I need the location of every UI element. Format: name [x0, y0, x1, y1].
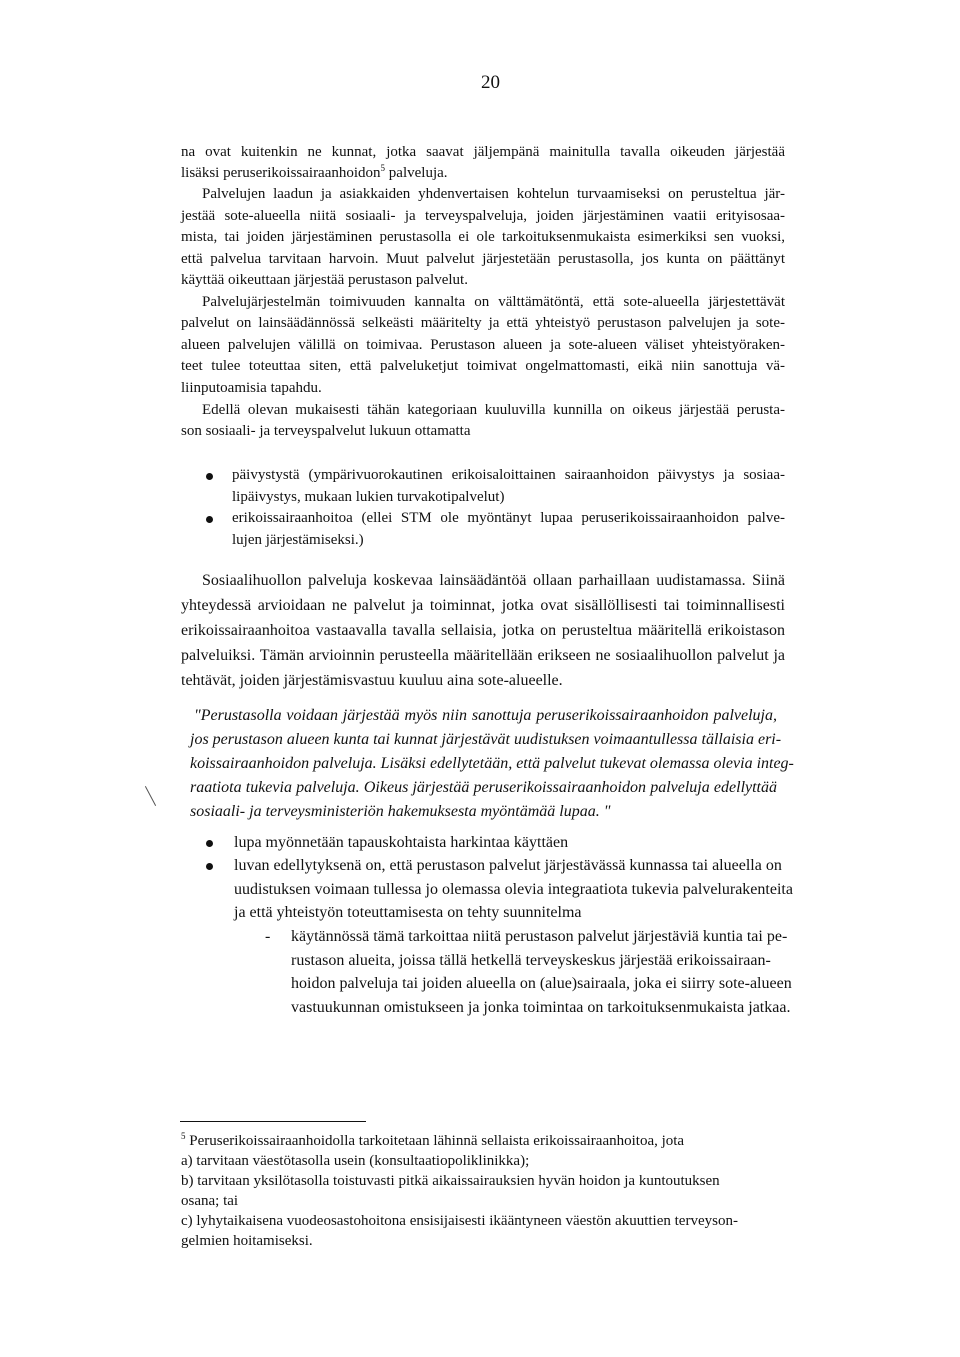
footnote-divider [180, 1121, 366, 1122]
paragraph-text: lisäksi peruserikoissairaanhoidon [181, 165, 381, 181]
paragraph-line: jestää sote-alueella niitä sosiaali- ja terveyspalveluja, joiden järjestäminen vaatii erityisosaa- [181, 208, 785, 224]
paragraph-line: tehtävät, joiden järjestämisvastuu kuuluu aina sote-alueelle. [181, 672, 563, 689]
paragraph-line: palveluiksi. Tämän arvioinnin perusteella määritellään erikseen ne sosiaalihuollon palvelut ja [181, 647, 785, 664]
quote-line: jos perustason alueen kunta tai kunnat järjestävät uudistuksen voimaantullessa tällaisia eri- [190, 731, 782, 748]
list-item-line: luvan edellytyksenä on, että perustason palvelut järjestävässä kunnassa tai alueella on [234, 857, 782, 874]
paragraph-line: että palvelua tarvitaan harvoin. Muut palvelut järjestetään perustasolla, jos kunta on päättänyt [181, 251, 785, 267]
list-item-line: hoidon palveluja tai joiden alueella on (alue)sairaala, joka ei siirry sote-alueen [291, 975, 792, 992]
paragraph-text: palveluja. [388, 165, 448, 181]
bullet-point [206, 840, 213, 847]
paragraph-line: son sosiaali- ja terveyspalvelut lukuun ottamatta [181, 423, 471, 439]
bullet-point [206, 516, 213, 523]
paragraph-line: Palvelujärjestelmän toimivuuden kannalta on välttämätöntä, että sote-alueella järjestettävät [202, 294, 785, 310]
footnote-line [181, 1131, 684, 1151]
bullet-point [206, 863, 213, 870]
list-item-line: lujen järjestämiseksi.) [232, 532, 364, 548]
footnote-line: a) tarvitaan väestötasolla usein (konsultaatiopoliklinikka); [181, 1153, 530, 1169]
paragraph-line: käyttää oikeuttaan järjestää perustason palvelut. [181, 272, 468, 288]
paragraph-line: yhteydessä arvioidaan ne palvelut ja toiminnat, jotka ovat sisällöllisesti tai toiminnallisesti [181, 597, 785, 614]
list-item-line: vastuukunnan omistukseen ja jonka toimintaa on tarkoituksenmukaista jatkaa. [291, 999, 791, 1016]
list-item-line: lupa myönnetään tapauskohtaista harkintaa käyttäen [234, 834, 569, 851]
list-item-line: erikoissairaanhoitoa (ellei STM ole myöntänyt lupaa peruserikoissairaanhoidon palve- [232, 510, 785, 526]
paragraph-line: mista, tai joiden järjestäminen perustasolla ei ole tarkoituksenmukaista esimerkiksi sen vuoksi, [181, 229, 785, 245]
list-item-line: uudistuksen voimaan tullessa jo olemassa olevia integraatiota tukevia palvelurakenteita [234, 881, 793, 898]
footnote-line: osana; tai [181, 1193, 239, 1209]
bullet-point [206, 473, 213, 480]
quote-line: raatiota tukevia palveluja. Oikeus järjestää peruserikoissairaanhoidon palveluja edellyttää [190, 779, 777, 796]
dash-marker: - [265, 928, 271, 945]
paragraph-line: palvelut on lainsäädännössä selkeästi määritelty ja että yhteistyö perustason palvelujen ja sote- [181, 315, 785, 331]
footnote-marker: 5 [181, 1131, 186, 1141]
quote-line: sosiaali- ja terveysministeriön hakemuksesta myöntämää lupaa. " [190, 803, 611, 820]
paragraph-line: Palvelujen laadun ja asiakkaiden yhdenvertaisen kohtelun turvaamiseksi on perusteltua jär- [202, 186, 785, 202]
paragraph-line: alueen palvelujen välillä on toimivaa. Perustason alueen ja sote-alueen väliset yhteistyöraken- [181, 337, 785, 353]
footnote-reference: 5 [380, 163, 386, 173]
footnote-line: c) lyhytaikaisena vuodeosastohoitona ensisijaisesti ikääntyneen väestön akuuttien terveyson- [181, 1213, 738, 1229]
paragraph-line: erikoissairaanhoitoa vastaavalla tavalla sellaisia, jotka on perusteltua määritellä erikoistason [181, 622, 785, 639]
list-item-line: lipäivystys, mukaan lukien turvakotipalvelut) [232, 489, 505, 505]
footnote-line: b) tarvitaan yksilötasolla toistuvasti pitkä aikaissairauksien hyvän hoidon ja kuntoutuksen [181, 1173, 720, 1189]
paragraph-line: Sosiaalihuollon palveluja koskevaa lainsäädäntöä ollaan parhaillaan uudistamassa. Siinä [202, 572, 785, 589]
list-item-line: ja että yhteistyön toteuttamisesta on tehty suunnitelma [234, 904, 582, 921]
quote-line: koissairaanhoidon palveluja. Lisäksi edellytetään, että palvelut tukevat olemassa olevia integ- [190, 755, 794, 772]
margin-mark [145, 786, 156, 806]
page-number: 20 [481, 72, 500, 93]
paragraph-line: liinputoamisia tapahdu. [181, 380, 322, 396]
paragraph-line [181, 163, 448, 183]
list-item-line: käytännössä tämä tarkoittaa niitä perustason palvelut järjestäviä kuntia tai pe- [291, 928, 788, 945]
paragraph-line: Edellä olevan mukaisesti tähän kategoriaan kuuluvilla kunnilla on oikeus järjestää perusta- [202, 402, 785, 418]
footnote-text: Peruserikoissairaanhoidolla tarkoitetaan lähinnä sellaista erikoissairaanhoitoa, jota [189, 1133, 685, 1149]
footnote-line: gelmien hoitamiseksi. [181, 1233, 313, 1249]
list-item-line: päivystystä (ympärivuorokautinen erikoisaloittainen sairaanhoidon päivystys ja sosiaa- [232, 467, 785, 483]
list-item-line: rustason alueita, joissa tällä hetkellä terveyskeskus järjestää erikoissairaan- [291, 952, 771, 969]
paragraph-line: teet tulee toteuttaa siten, että palveluketjut toimivat ongelmattomasti, eikä niin sanottuja vä- [181, 358, 785, 374]
quote-line: "Perustasolla voidaan järjestää myös niin sanottuja peruserikoissairaanhoidon palveluja, [194, 707, 777, 724]
paragraph-line: na ovat kuitenkin ne kunnat, jotka saavat jäljempänä mainitulla tavalla oikeuden järjestää [181, 144, 785, 160]
